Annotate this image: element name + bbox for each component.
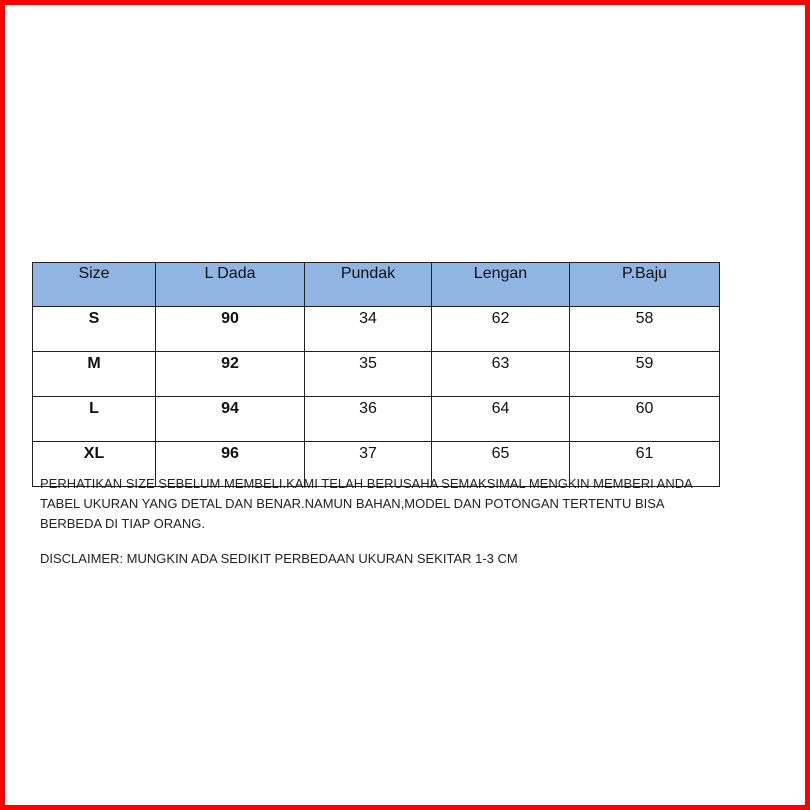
cell-size: L <box>33 397 156 442</box>
cell-chest-width: 96 <box>156 442 305 487</box>
cell-size: M <box>33 352 156 397</box>
header-chest-width: L Dada <box>156 263 305 307</box>
cell-size: XL <box>33 442 156 487</box>
cell-length: 61 <box>570 442 720 487</box>
cell-chest-width: 90 <box>156 307 305 352</box>
header-size: Size <box>33 263 156 307</box>
note-line: TABEL UKURAN YANG DETAL DAN BENAR.NAMUN BAHAN,MODEL DAN POTONGAN TERTENTU BISA <box>40 496 665 511</box>
cell-sleeve: 65 <box>432 442 570 487</box>
table-row <box>33 397 720 442</box>
disclaimer-text: DISCLAIMER: MUNGKIN ADA SEDIKIT PERBEDAAN UKURAN SEKITAR 1-3 CM <box>40 551 518 566</box>
size-chart-table <box>32 262 720 487</box>
header-sleeve: Lengan <box>432 263 570 307</box>
table-row <box>33 352 720 397</box>
cell-length: 59 <box>570 352 720 397</box>
cell-sleeve: 63 <box>432 352 570 397</box>
table-header-row <box>33 263 720 307</box>
notes-block <box>40 474 760 569</box>
cell-shoulder: 37 <box>305 442 432 487</box>
cell-size: S <box>33 307 156 352</box>
cell-chest-width: 94 <box>156 397 305 442</box>
table-row <box>33 307 720 352</box>
note-line: PERHATIKAN SIZE SEBELUM MEMBELI.KAMI TELAH BERUSAHA SEMAKSIMAL MENGKIN MEMBERI ANDA <box>40 476 693 491</box>
cell-sleeve: 64 <box>432 397 570 442</box>
header-length: P.Baju <box>570 263 720 307</box>
cell-chest-width: 92 <box>156 352 305 397</box>
cell-shoulder: 34 <box>305 307 432 352</box>
cell-length: 60 <box>570 397 720 442</box>
note-line: BERBEDA DI TIAP ORANG. <box>40 516 205 531</box>
header-shoulder: Pundak <box>305 263 432 307</box>
cell-shoulder: 36 <box>305 397 432 442</box>
cell-shoulder: 35 <box>305 352 432 397</box>
cell-length: 58 <box>570 307 720 352</box>
cell-sleeve: 62 <box>432 307 570 352</box>
